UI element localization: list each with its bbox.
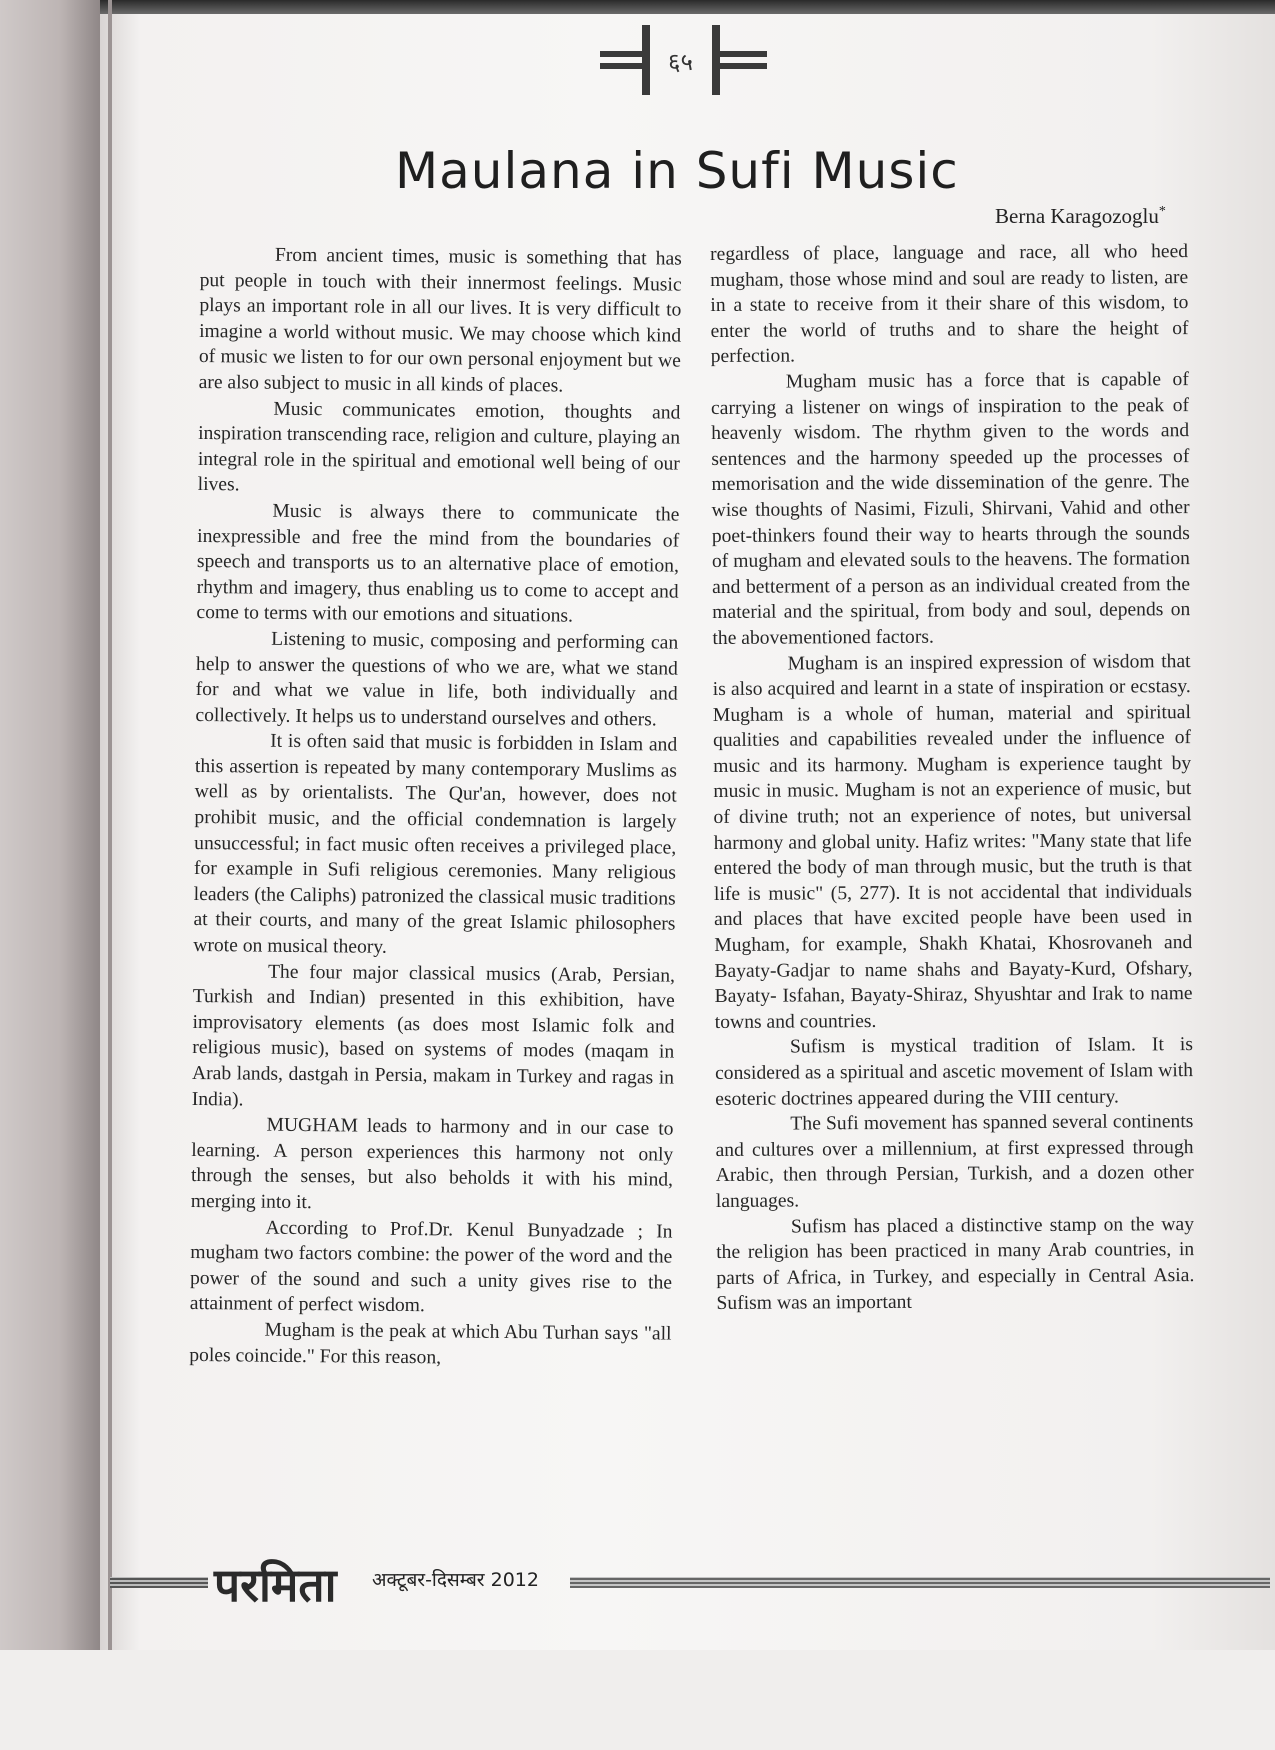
header-ornament [600,25,770,95]
facing-page-edge [0,0,100,1750]
paragraph: Music communicates emotion, thoughts and inspiration transcending race, religion and culture, playing an integral role in the spiritual and emotional well being of our lives. [197,398,681,496]
footer-rule-right [570,1577,1270,1588]
left-column [189,242,682,1373]
paragraph: Sufism has placed a distinctive stamp on the way the religion has been practiced in many Arab countries, in parts of Africa, in Turkey, and especially in Central Asia. Sufism was an important [716,1213,1195,1315]
paragraph: regardless of place, language and race, all who heed mugham, those whose mind and soul are ready to listen, are in a state to receive from it their share of this wisdom, to enter the world of truths and to share the height of perfection. [710,241,1189,368]
scan-top-shadow [100,0,1275,14]
paragraph: It is often said that music is forbidden in Islam and this assertion is repeated by many contemporary Muslims as well as by orientalists. The Qur'an, however, does not prohibit music, and the official condemnation is largely unsuccessful; in fact music often receives a privileged place, for example in Sufi religious ceremonies. Many religious leaders (the Caliphs) patronized the classical music traditions at their courts, and many of the great Islamic philosophers wrote on musical theory. [193,730,678,958]
issue-date: अक्टूबर-दिसम्बर 2012 [372,1569,539,1591]
magazine-name: परमिता [214,1558,337,1612]
paragraph: Sufism is mystical tradition of Islam. It is considered as a spiritual and ascetic movement of Islam with esoteric doctrines appeared during the VIII century. [715,1034,1194,1110]
page-number: ६५ [668,48,693,76]
paragraph: According to Prof.Dr. Kenul Bunyadzade ; In mugham two factors combine: the power of the word and the power of the sound and such a unity gives rise to the attainment of perfect wisdom. [189,1217,673,1317]
paragraph: Listening to music, composing and performing can help to answer the questions of who we are, what we stand for and what we value in life, both individually and collectively. It helps us to understand ourselves and others. [195,628,679,731]
paragraph: The four major classical musics (Arab, Persian, Turkish and Indian) presented in this exhibition, have improvisatory elements (as does most Islamic folk and religious music), based on systems of modes (maqam in Arab lands, dastgah in Persia, makam in Turkey and ragas in India). [191,961,676,1111]
footer-rule-left [110,1577,208,1588]
paragraph: The Sufi movement has spanned several continents and cultures over a millennium, at first expressed through Arabic, then through Persian, Turkish, and a dozen other languages. [715,1111,1194,1212]
article-title: Maulana in Sufi Music [395,142,959,200]
paragraph: Music is always there to communicate the inexpressible and free the mind from the boundaries of speech and transports us to an alternative place of emotion, rhythm and imagery, thus enabling us to come to accept and come to terms with our emotions and situations. [196,500,680,627]
paragraph: Mugham is an inspired expression of wisdom that is also acquired and learnt in a state of inspiration or ecstasy. Mugham is a whole of human, material and spiritual qualities and capabilities revealed under the influence of music and its harmony. Mugham is experience taught by music in music. Mugham is not an experience of music, but of divine truth; not an experience of notes, but universal harmony and global unity. Hafiz writes: "Many state that life entered the body of man through music, but the truth is that life is music" (5, 277). It is not accidental that individuals and places that have excited people have been used in Mugham, for example, Shakh Khatai, Khosrovaneh and Bayaty-Gadjar to name shahs and Bayaty-Kurd, Ofshary, Bayaty- Isfahan, Bayaty-Shiraz, Shyushtar and Irak to name towns and countries. [712,650,1193,1033]
author-name: Berna Karagozoglu* [995,204,1166,228]
paragraph: From ancient times, music is something that has put people in touch with their innermost feelings. Music plays an important role in all our lives. It is very difficult to imagine a world without music. We may choose which kind of music we listen to for our own personal enjoyment but we are also subject to music in all kinds of places. [198,244,682,397]
paragraph: MUGHAM leads to harmony and in our case to learning. A person experiences this harmony not only through the senses, but also beholds it with his mind, merging into it. [190,1114,674,1214]
paragraph: Mugham is the peak at which Abu Turhan says "all poles coincide." For this reason, [189,1319,672,1368]
right-column [710,239,1195,1317]
page-bottom-margin [0,1650,1275,1750]
page-binding [108,0,112,1650]
author-footnote-mark: * [1158,204,1166,219]
paragraph: Mugham music has a force that is capable of carrying a listener on wings of inspiration to the peak of heavenly wisdom. The rhythm given to the words and sentences and the harmony speeded up the processes of memorisation and the wide dissemination of the genre. The wise thoughts of Nasimi, Fizuli, Shirvani, Vahid and other poet-thinkers found their way to hearts through the sounds of mugham and elevated souls to the heavens. The formation and betterment of a person as an individual created from the material and the spiritual, from body and soul, depends on the abovementioned factors. [710,369,1191,649]
